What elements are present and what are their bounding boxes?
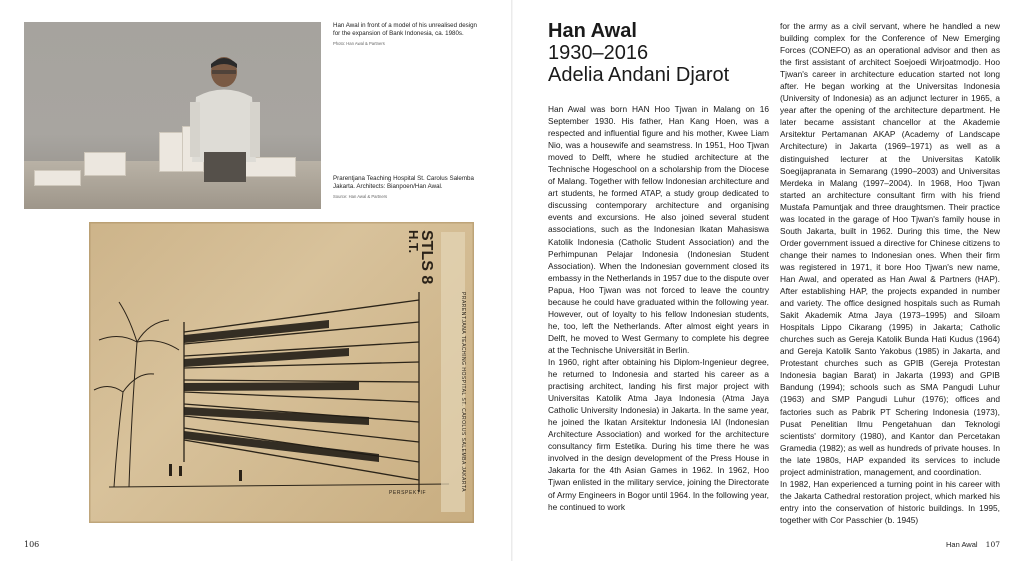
model-block: [84, 152, 126, 176]
body-column-2: [780, 20, 1000, 530]
body-paragraph: In 1982, Han experienced a turning point in his career with the Jakarta Cathedral restoration project, which marked his entry into the conservation of historic buildings. In 1995, together with Cor Passchier (b. 1945): [780, 478, 1000, 525]
model-block: [34, 170, 81, 186]
article-title: Han Awal: [548, 20, 637, 42]
page-number-right: 107: [985, 540, 1000, 549]
photo-han-awal-with-model: [24, 22, 321, 209]
photo-caption: [333, 22, 483, 48]
body-paragraph: In 1960, right after obtaining his Diplom-Ingenieur degree, he returned to Indonesia and started his career as a practising architect, landing his first major project with Universitas Katolik Atma Jaya Indonesia (Atma Jaya Catholic University Indonesia) in Jakarta. In the same year, he joined the Ikatan Arsitektur Indonesia IAI (Indonesian Architecture Association) and worked for the architecture consultancy firm Estetika. During his time there he was involved in the design development of the Press House in Jakarta for the 4th Asian Games in 1962. In 1962, Hoo Tjwan enlisted in the military service, joining the Directorate of Army Engineers in Bogor until 1964. In the following year, he continued to work: [548, 356, 769, 512]
drawing-vertical-title: PRARENTJANA TEACHING HOSPITAL ST. CAROLUS SALEMBA JAKARTA: [460, 292, 466, 492]
running-head: Han Awal: [946, 540, 978, 549]
article-title-block: [548, 20, 768, 86]
page-number-left: 106: [24, 540, 40, 549]
body-paragraph: Han Awal was born HAN Hoo Tjwan in Malang on 16 September 1930. His father, Han Kang Hoen, was a respected and influential figure and his mother, Kwee Liam Nio, was a housewife and seamstress. In 1951, Hoo Tjwan moved to Delft, where he studied architecture at the Technische Hogeschool on a scholarship from the Diocese of Malang. Together with fellow Indonesian architecture and art students, he formed ATAP, a study group dedicated to discussing contemporary architecture and organising events and excursions. He also joined several student associations, such as the Indonesian Ikatan Mahasiswa Katolik Indonesia (Catholic Student Association) and the Perhimpunan Pelajar Indonesia (Indonesian Student Association). When the Indonesian government closed its embassy in the Netherlands in 1957 due to the dispute over Papua, Hoo Tjwan was not forced to leave the country because he could have graduated within the following year. However, out of loyalty to his fellow Indonesian students, he, too, left the Netherlands. After almost eight years in Delft, he moved to West Germany to complete his degree at the Technische Universität in Berlin.: [548, 104, 769, 355]
person-figure: [184, 52, 266, 182]
photo-caption-text: Han Awal in front of a model of his unrealised design for the expansion of Bank Indonesia, ca. 1980s.: [333, 22, 478, 37]
drawing-perspektif-label: PERSPEKTIF: [389, 490, 427, 496]
body-paragraph: for the army as a civil servant, where he handled a new building complex for the Conference of New Emerging Forces (CONEFO) as an operational advisor and then as the first assistant of architect Soejoedi Wirjoatmodjo. Hoo Tjwan's career in architecture education started not long after. He began working at the Universitas Indonesia (University of Indonesia) as an adjunct lecturer in 1965, a year after the opening of the architecture department. He later became assistant chancellor at the Akademie Arsitektur Pertamanan AKAP (Academy of Landscape Architecture) in Jakarta (1969–1971) as well as a distinguished lecturer at the Universitas Katolik Soegijapranata in Semarang (1990–2003) and Universitas Merdeka in Malang (1997–2004). In 1968, Hoo Tjwan started an architecture consultant firm with his friend Mustafa Pamuntjak and three draughtsmen. Their practice was located in the garage of Hoo Tjwan's family house in South Jakarta, built in 1962. During this time, the New Order government issued a directive for Chinese citizens to change their names to Indonesian ones. When their firm was registered in 1971, it bore Hoo Tjwan's new name, Han Awal, and operated as Han Awal & Partners (HAP). After establishing HAP, the projects expanded in number and variety. The office designed hospitals such as Rumah Sakit Akademik Atma Jaya (1973–1995) and Siloam Hospitals Lippo Cikarang (1995) in Jakarta; Catholic churches such as Gereja Katolik Bunda Hati Kudus (1964) and Gereja Katolik Santo Yakobus (1985) in Jakarta, and Protestant churches such as GPIB (Gereja Protestan Indonesia bagian Barat) in Jakarta (1993) and GPIB Bandung (1994); schools such as SMA Pangudi Luhur (1963) and SMP Pangudi Luhur (1976); offices and factories such as Pabrik PT Schering Indonesia (1973), Pusat Penelitian Ilmu Pengetahuan dan Teknologi scientists' dormitory (1980), and Kantor dan Percetakan Gramedia (1982); as well as hundreds of private houses. In the late 1980s, HAP expanded its services to include project administration, management, and coordination.: [780, 21, 1000, 477]
body-column-1: [548, 103, 769, 529]
article-years: 1930–2016: [548, 42, 649, 64]
article-author: Adelia Andani Djarot: [548, 64, 730, 86]
model-tower: [159, 132, 183, 172]
drawing-caption: [333, 175, 483, 201]
running-footer: [946, 540, 1000, 549]
page-gutter: [511, 0, 513, 561]
hospital-perspective-drawing: [89, 222, 474, 523]
drawing-stamp: STLS 8: [418, 230, 435, 285]
drawing-corner-label: H.T.: [406, 230, 421, 254]
drawing-caption-text: Prarentjana Teaching Hospital St. Carolus Salemba Jakarta. Architects: Bianpoen/Han Awal.: [333, 175, 474, 190]
drawing-caption-source: Source: Han Awal & Partners: [333, 194, 388, 200]
photo-caption-source: Photo: Han Awal & Partners: [333, 41, 385, 47]
